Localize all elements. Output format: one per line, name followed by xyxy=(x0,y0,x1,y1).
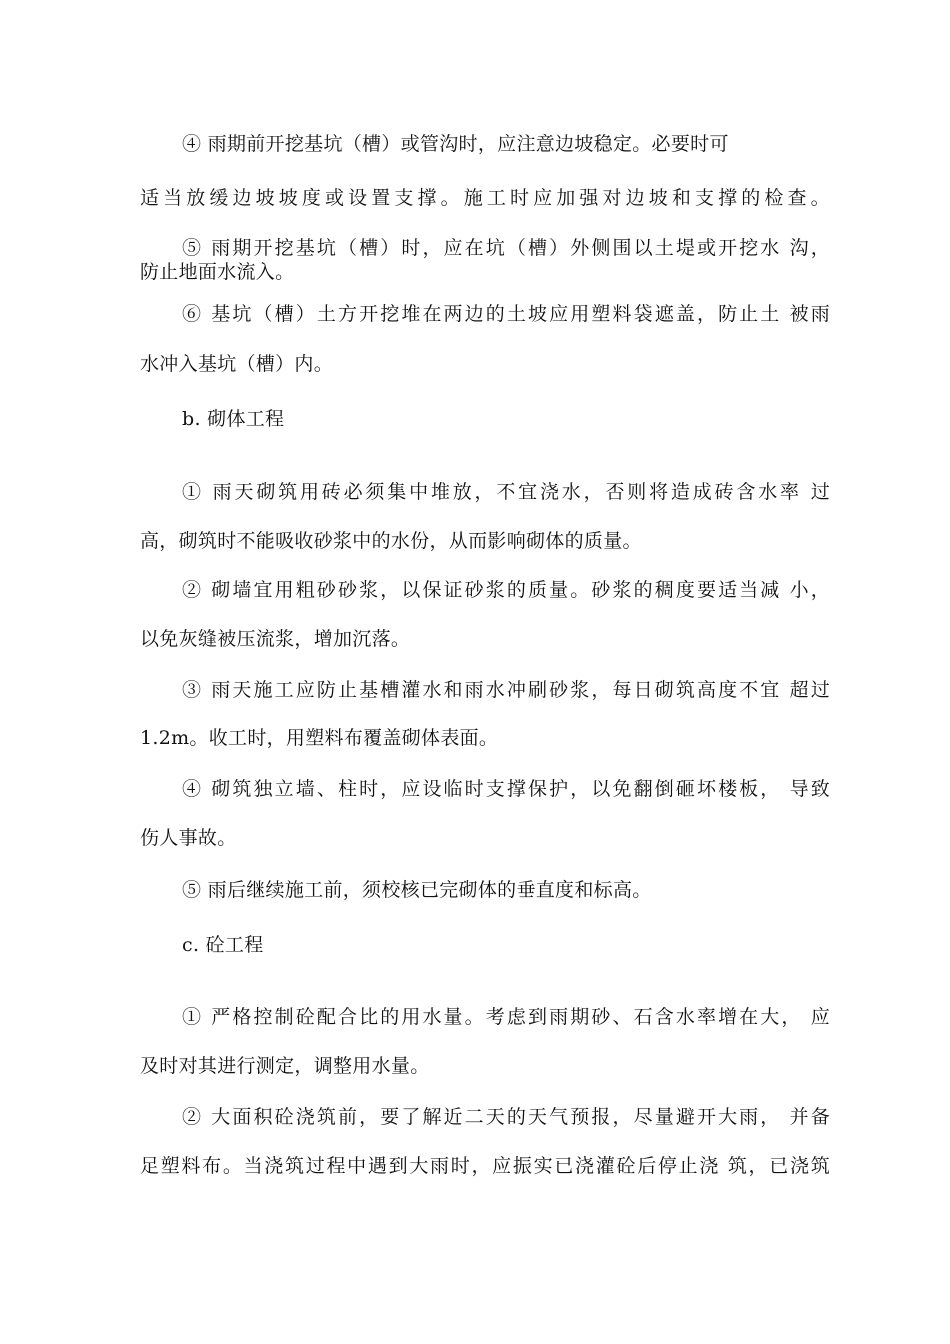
paragraph-line: ④ 砌筑独立墙、柱时，应设临时支撑保护，以免翻倒砸坏楼板， 导致 xyxy=(182,778,830,800)
paragraph-line: 伤人事故。 xyxy=(140,827,237,849)
paragraph-line: ① 雨天砌筑用砖必须集中堆放，不宜浇水，否则将造成砖含水率 过 xyxy=(182,481,830,503)
paragraph-line: 1.2m。收工时，用塑料布覆盖砌体表面。 xyxy=(140,727,499,749)
paragraph-line: ② 大面积砼浇筑前，要了解近二天的天气预报，尽量避开大雨， 并备 xyxy=(182,1106,830,1128)
section-heading: c. 砼工程 xyxy=(182,934,264,956)
paragraph-line: ⑤ 雨期开挖基坑（槽）时，应在坑（槽）外侧围以土堤或开挖水 沟， xyxy=(182,237,830,259)
paragraph-line: 高，砌筑时不能吸收砂浆中的水份，从而影响砌体的质量。 xyxy=(140,530,642,552)
paragraph-line: 水冲入基坑（槽）内。 xyxy=(140,353,334,375)
paragraph-line: ③ 雨天施工应防止基槽灌水和雨水冲刷砂浆，每日砌筑高度不宜 超过 xyxy=(182,679,830,701)
section-heading: b. 砌体工程 xyxy=(182,408,285,430)
paragraph-line: 以免灰缝被压流浆，增加沉落。 xyxy=(140,628,411,650)
paragraph-line: ④ 雨期前开挖基坑（槽）或管沟时，应注意边坡稳定。必要时可 xyxy=(182,133,729,155)
paragraph-line: 足塑料布。当浇筑过程中遇到大雨时，应振实已浇灌砼后停止浇 筑，已浇筑 xyxy=(140,1155,830,1177)
paragraph-line: 及时对其进行测定，调整用水量。 xyxy=(140,1055,430,1077)
paragraph-line: ② 砌墙宜用粗砂砂浆，以保证砂浆的质量。砂浆的稠度要适当减 小， xyxy=(182,579,830,601)
paragraph-line: ⑤ 雨后继续施工前，须校核已完砌体的垂直度和标高。 xyxy=(182,879,652,901)
paragraph-line: ⑥ 基坑（槽）土方开挖堆在两边的土坡应用塑料袋遮盖，防止土 被雨 xyxy=(182,303,830,325)
paragraph-line: 适当放缓边坡坡度或设置支撑。施工时应加强对边坡和支撑的检查。 xyxy=(140,187,830,209)
paragraph-line: 防止地面水流入。 xyxy=(140,261,295,283)
paragraph-line: ① 严格控制砼配合比的用水量。考虑到雨期砂、石含水率增在大， 应 xyxy=(182,1006,830,1028)
